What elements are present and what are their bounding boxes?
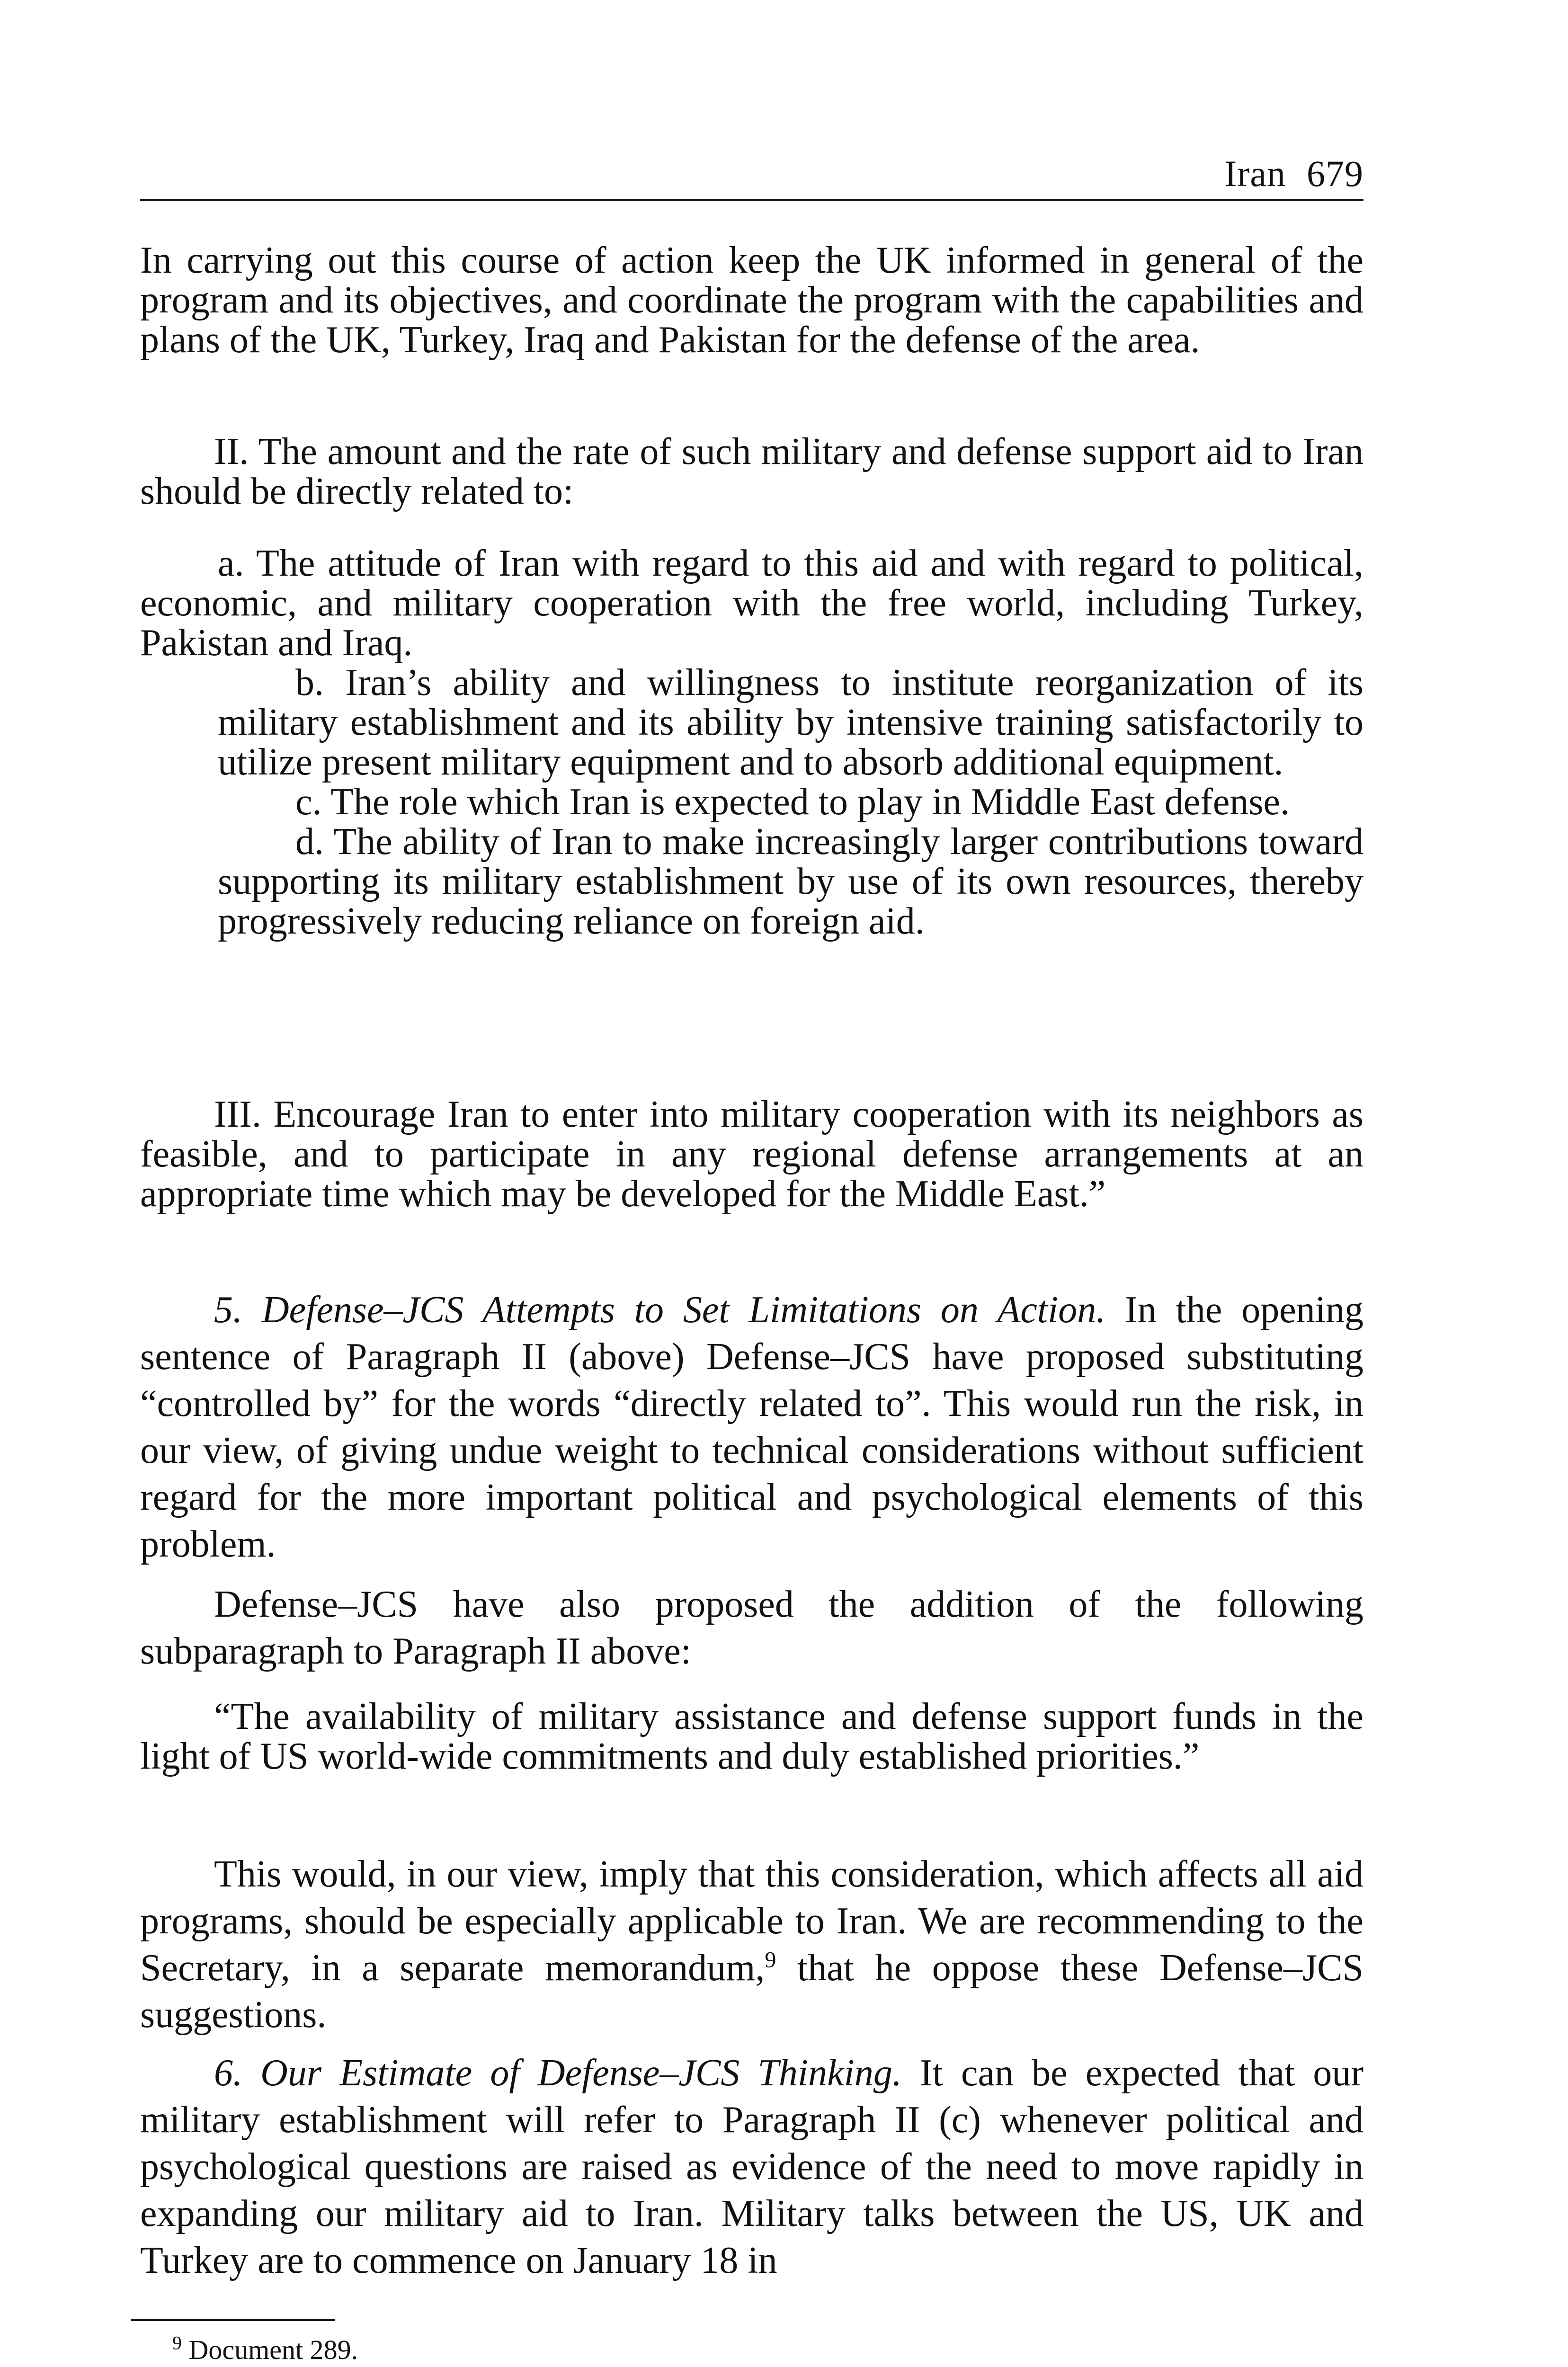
paragraph-6-text: It can be expected that our military establishment will refer to Paragraph II (c) whenever political and psychological questions are raised as evidence of the need to move rapidly in expanding our military aid to Iran. Military talks between the US, UK and Turkey are to commence on January 18 in xyxy=(140,2052,1364,2281)
section-ii-items xyxy=(140,543,1363,942)
paragraph-5-heading: 5. Defense–JCS Attempts to Set Limitations on Action. xyxy=(214,1289,1106,1331)
intro-paragraph: In carrying out this course of action keep the UK informed in general of the program and its objectives, and coordinate the program with the capabilities and plans of the UK, Turkey, Iraq and Pakistan for the defense of the area. xyxy=(140,240,1363,361)
item-b: b. Iran’s ability and willingness to institute reorganization of its military establishment and its ability by intensive training satisfactorily to utilize present military equipment and to absorb additional equipment. xyxy=(218,662,1363,783)
footnote-number: 9 xyxy=(172,2332,182,2354)
item-a: a. The attitude of Iran with regard to this aid and with regard to political, economic, and military cooperation with the free world, including Turkey, Pakistan and Iraq. xyxy=(140,543,1363,664)
footnote-rule xyxy=(131,2319,335,2321)
running-head xyxy=(1224,152,1363,195)
item-c: c. The role which Iran is expected to play in Middle East defense. xyxy=(295,781,1290,823)
block-quote: “The availability of military assistance and defense support funds in the light of US world-wide commitments and duly established priorities.” xyxy=(140,1696,1363,1777)
paragraph-5-text: In the opening sentence of Paragraph II (above) Defense–JCS have proposed substituting “controlled by” for the words “directly related to”. This would run the risk, in our view, of giving undue weight to technical considerations without sufficient regard for the more important political and psychological elements of this problem. xyxy=(140,1289,1364,1565)
footnote-reference[interactable]: 9 xyxy=(765,1947,776,1973)
section-iii: III. Encourage Iran to enter into military cooperation with its neighbors as feasible, and to participate in any regional defense arrangements at an appropriate time which may be developed for the Middle East.” xyxy=(140,1094,1363,1215)
page-number: 679 xyxy=(1307,153,1363,194)
footnote-text: Document 289. xyxy=(188,2334,358,2365)
paragraph-5-continued: Defense–JCS have also proposed the addition of the following subparagraph to Paragraph II above: xyxy=(140,1584,1363,1672)
item-d: d. The ability of Iran to make increasingly larger contributions toward supporting its military establishment by use of its own resources, thereby progressively reducing reliance on foreign aid. xyxy=(218,821,1363,942)
running-title: Iran xyxy=(1224,153,1286,194)
paragraph-6-heading: 6. Our Estimate of Defense–JCS Thinking. xyxy=(214,2052,902,2094)
section-ii: II. The amount and the rate of such military and defense support aid to Iran should be directly related to: xyxy=(140,431,1363,512)
paragraph-6 xyxy=(140,2050,1363,2284)
page-header xyxy=(140,142,1363,201)
paragraph-5 xyxy=(140,1287,1363,1568)
footnote xyxy=(172,2334,358,2366)
paragraph-after-quote: This would, in our view, imply that this consideration, which affects all aid programs, should be especially applicable to Iran. We are recommending to the Secretary, in a separate memorandum,$^9$ that he oppose these Defense–JCS suggestions. xyxy=(140,1853,1363,2036)
